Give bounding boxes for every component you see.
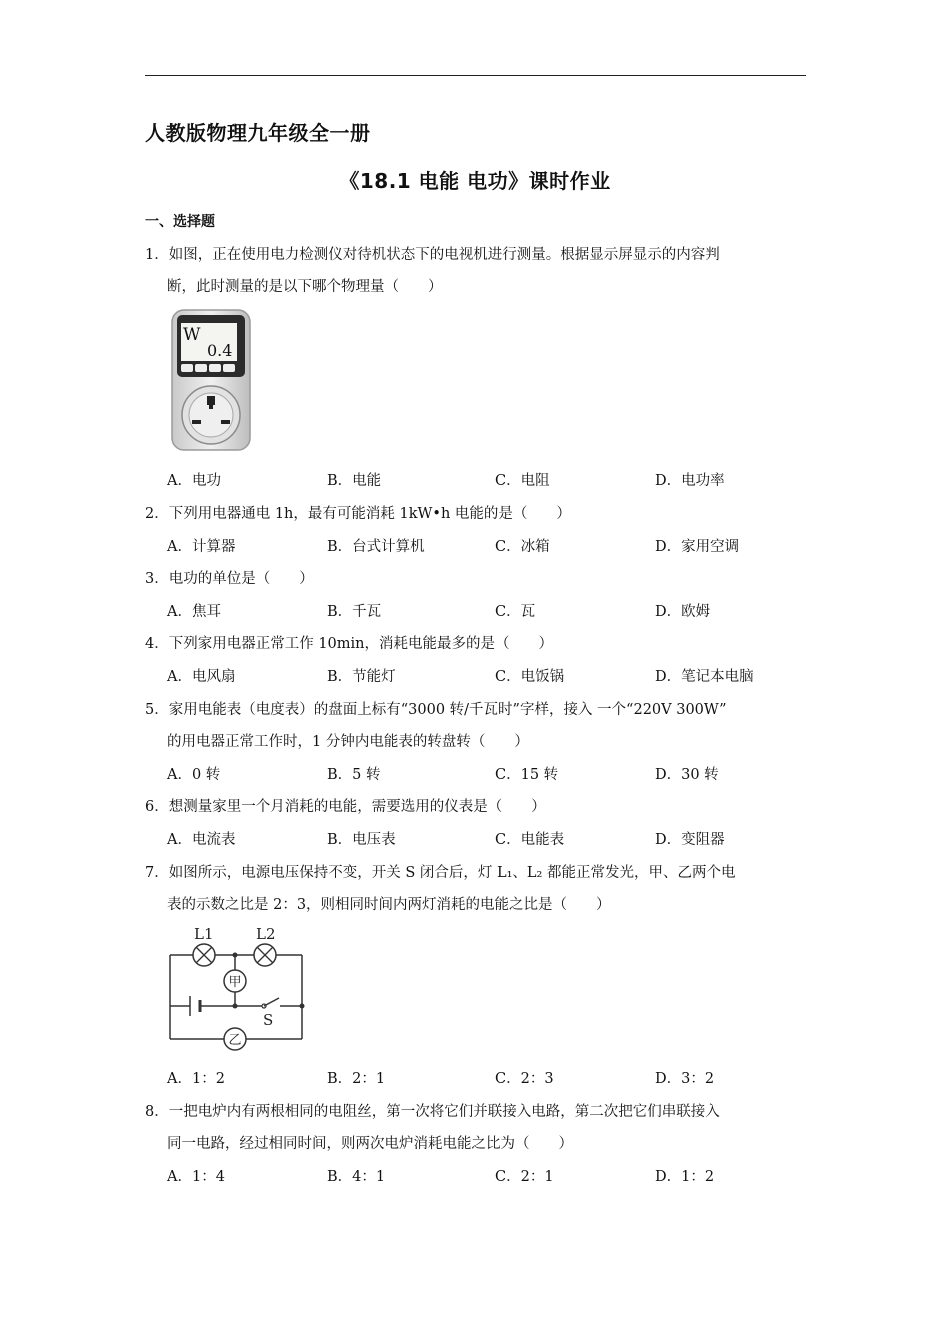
q5-option-c: C．15 转 [495,767,559,783]
q6-option-a: A．电流表 [167,832,236,848]
q2-option-b: B．台式计算机 [327,539,425,555]
power-meter-figure [170,308,252,453]
q2-option-d: D．家用空调 [655,539,740,555]
socket-hole-left [192,420,201,424]
question-5-line-2: 的用电器正常工作时，1 分钟内电能表的转盘转（ ） [167,734,529,750]
question-1-line-2: 断，此时测量的是以下哪个物理量（ ） [167,279,443,295]
q5-option-a: A．0 转 [167,767,221,783]
q1-option-b: B．电能 [327,473,382,489]
q6-option-c: C．电能表 [495,832,565,848]
socket-hole-stem [209,405,213,409]
question-8-line-2: 同一电路，经过相同时间，则两次电炉消耗电能之比为（ ） [167,1136,573,1152]
q3-option-a: A．焦耳 [167,604,221,620]
q6-option-b: B．电压表 [327,832,396,848]
meter-unit-label: W [183,325,201,345]
meter-button-2 [195,364,207,372]
q4-option-c: C．电饭锅 [495,669,565,685]
question-2-line-1: 2．下列用电器通电 1h，最有可能消耗 1kW•h 电能的是（ ） [145,506,571,522]
lamp-l1-label: L1 [194,925,214,943]
meter-yi-label: 乙 [228,1033,242,1048]
meter-button-1 [181,364,193,372]
q5-option-d: D．30 转 [655,767,719,783]
q7-option-a: A．1：2 [167,1071,225,1087]
circuit-diagram [160,922,315,1054]
q3-option-d: D．欧姆 [655,604,711,620]
q7-option-b: B．2：1 [327,1071,386,1087]
switch-blade [264,998,279,1006]
meter-button-3 [209,364,221,372]
q6-option-d: D．变阻器 [655,832,725,848]
question-7-line-1: 7．如图所示，电源电压保持不变，开关 S 闭合后，灯 L₁、L₂ 都能正常发光，甲、乙两个电 [145,865,736,881]
meter-reading: 0.4 [207,341,233,360]
junction-middle [233,1004,238,1009]
q4-option-a: A．电风扇 [167,669,236,685]
question-8-line-1: 8．一把电炉内有两根相同的电阻丝，第一次将它们并联接入电路，第二次把它们串联接入 [145,1104,720,1120]
q1-option-c: C．电阻 [495,473,550,489]
q5-option-b: B．5 转 [327,767,381,783]
q3-option-b: B．千瓦 [327,604,382,620]
junction-right [300,1004,305,1009]
switch-label: S [263,1011,274,1029]
book-title: 人教版物理九年级全一册 [145,121,371,145]
q8-option-d: D．1：2 [655,1169,715,1185]
question-3-line-1: 3．电功的单位是（ ） [145,571,314,587]
junction-top [233,953,238,958]
meter-button-4 [223,364,235,372]
socket-hole-right [221,420,230,424]
q2-option-c: C．冰箱 [495,539,550,555]
section-heading: 一、选择题 [145,214,215,230]
q7-option-c: C．2：3 [495,1071,554,1087]
question-5-line-1: 5．家用电能表（电度表）的盘面上标有“3000 转/千瓦时”字样，接入 一个“220V 300W” [145,702,727,718]
q8-option-b: B．4：1 [327,1169,386,1185]
meter-jia-label: 甲 [228,975,242,990]
q8-option-a: A．1：4 [167,1169,225,1185]
q2-option-a: A．计算器 [167,539,236,555]
q3-option-c: C．瓦 [495,604,536,620]
question-6-line-1: 6．想测量家里一个月消耗的电能，需要选用的仪表是（ ） [145,799,546,815]
q4-option-d: D．笔记本电脑 [655,669,754,685]
question-1-line-1: 1．如图，正在使用电力检测仪对待机状态下的电视机进行测量。根据显示屏显示的内容判 [145,247,720,263]
lesson-title: 《18.1 电能 电功》课时作业 [339,169,611,193]
q7-option-d: D．3：2 [655,1071,715,1087]
q1-option-a: A．电功 [167,473,221,489]
question-7-line-2: 表的示数之比是 2：3，则相同时间内两灯消耗的电能之比是（ ） [167,897,611,913]
header-rule [145,75,806,76]
q8-option-c: C．2：1 [495,1169,554,1185]
lamp-l2-label: L2 [256,925,276,943]
q4-option-b: B．节能灯 [327,669,396,685]
q1-option-d: D．电功率 [655,473,725,489]
socket-hole-top [207,396,215,405]
question-4-line-1: 4．下列家用电器正常工作 10min，消耗电能最多的是（ ） [145,636,554,652]
